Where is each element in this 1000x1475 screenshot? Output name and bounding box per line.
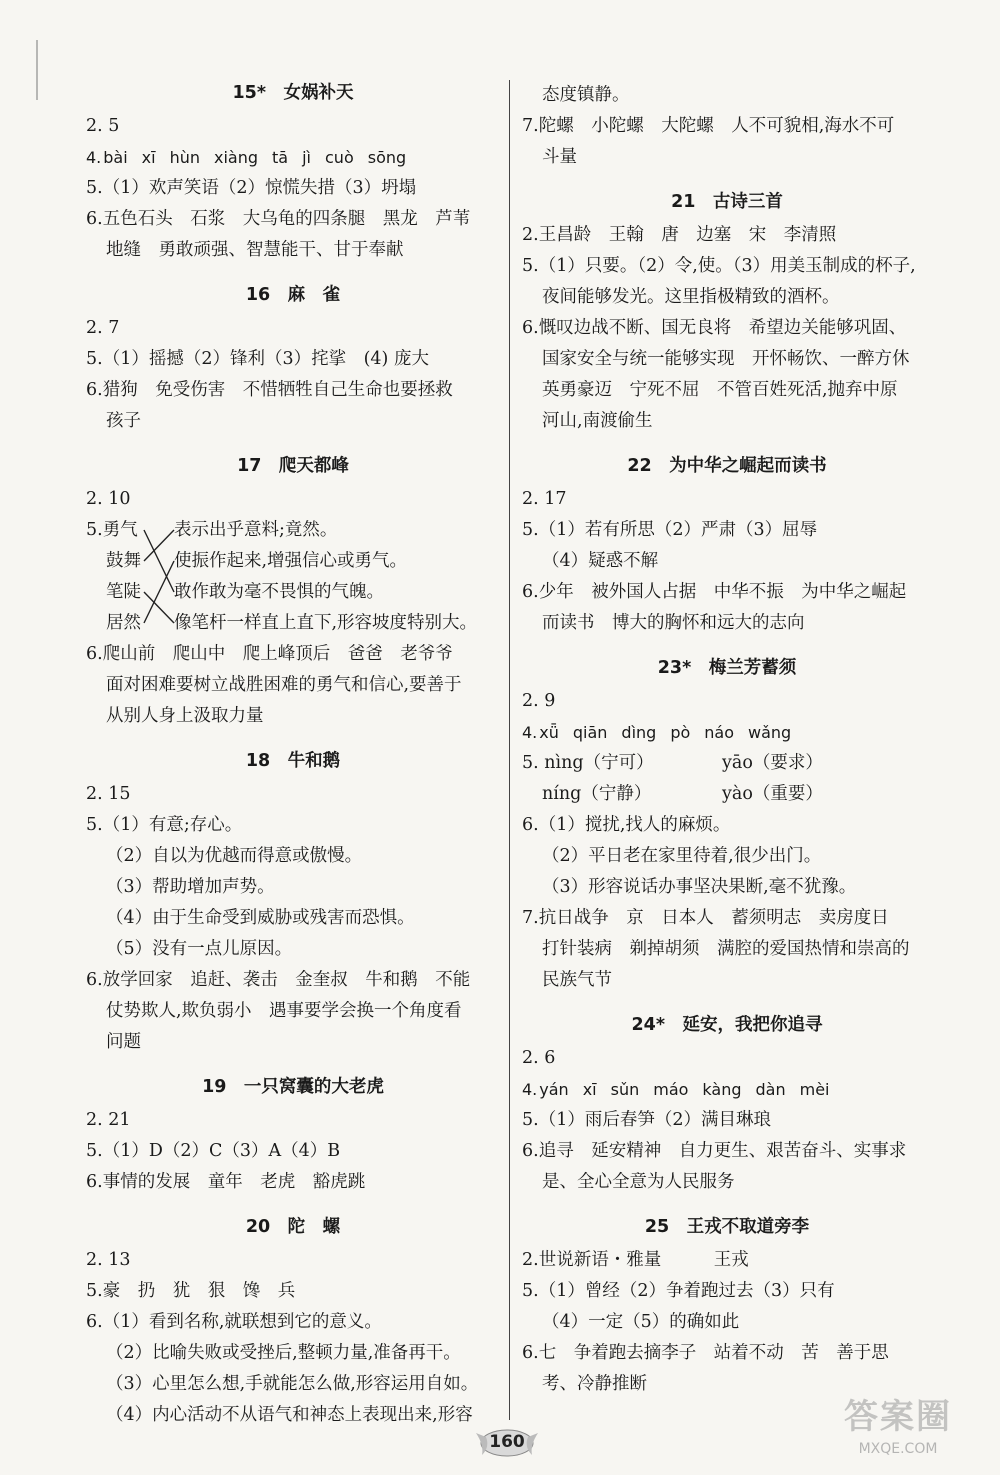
lesson-18-answer-5-item: （5）没有一点儿原因。 — [106, 939, 293, 959]
matching-lines — [142, 515, 178, 639]
lesson-16-title: 16 麻 雀 — [245, 285, 341, 305]
match-meaning: 使振作起来,增强信心或勇气。 — [174, 551, 408, 571]
match-meaning: 表示出乎意料;竟然。 — [174, 520, 338, 540]
lesson-23-answer-6-item: （3）形容说话办事坚决果断,毫不犹豫。 — [542, 877, 857, 897]
watermark-text: 答案圈 — [844, 1397, 952, 1437]
lesson-25-answer-5-cont: （4）一定（5）的确如此 — [542, 1312, 740, 1332]
match-line — [144, 530, 174, 592]
pinyin-choice: 5. nìng（宁可） — [522, 753, 654, 773]
lesson-15-title: 15* 女娲补天 — [232, 83, 354, 103]
watermark-logo — [818, 1395, 978, 1465]
lesson-25-answer-6: 6.七 争着跑去摘李子 站着不动 苦 善于思 — [522, 1343, 889, 1363]
lesson-22-answer-5-cont: （4）疑惑不解 — [542, 551, 659, 571]
pinyin: cuò — [325, 148, 354, 167]
lesson-19-title: 19 一只窝囊的大老虎 — [202, 1077, 384, 1097]
lesson-18-answer-5-item: （4）由于生命受到威胁或残害而恐惧。 — [106, 908, 415, 928]
lesson-19-answer-6: 6.事情的发展 童年 老虎 豁虎跳 — [86, 1172, 366, 1192]
lesson-18-answer-2: 2. 15 — [86, 784, 131, 804]
pinyin: pò — [670, 723, 691, 742]
lesson-21-title: 21 古诗三首 — [671, 192, 783, 212]
pinyin: máo — [653, 1080, 689, 1099]
lesson-21-answer-6-cont: 英勇豪迈 宁死不屈 不管百姓死活,抛弃中原 — [542, 380, 898, 400]
match-line — [144, 530, 174, 561]
lesson-18-title: 18 牛和鹅 — [245, 751, 341, 771]
lesson-23-answer-5-cont — [522, 779, 932, 810]
lesson-25-answer-2: 2.世说新语・雅量 王戎 — [522, 1250, 749, 1270]
match-word: 居然 — [106, 613, 141, 633]
lesson-23-answer-7-cont: 民族气节 — [542, 970, 612, 990]
lesson-23-answer-5 — [522, 748, 932, 779]
lesson-17-answer-6-cont: 从别人身上汲取力量 — [106, 706, 264, 726]
lesson-20-answer-6-item: （2）比喻失败或受挫后,整顿力量,准备再干。 — [106, 1343, 461, 1363]
lesson-17-title: 17 爬天都峰 — [237, 456, 349, 476]
match-word: 5.勇气 — [86, 520, 138, 540]
lesson-21-answer-6-cont: 河山,南渡偷生 — [542, 411, 653, 431]
lesson-22-answer-2: 2. 17 — [522, 489, 567, 509]
pinyin: sōng — [367, 148, 407, 167]
lesson-22-title: 22 为中华之崛起而读书 — [627, 456, 827, 476]
lesson-20-answer-6-item: （3）心里怎么想,手就能怎么做,形容运用自如。 — [106, 1374, 479, 1394]
lesson-17-matching — [86, 515, 500, 639]
match-meaning: 敢作敢为毫不畏惧的气魄。 — [174, 582, 384, 602]
match-word: 笔陡 — [106, 582, 141, 602]
match-line — [144, 561, 174, 623]
lesson-17-answer-6-cont: 面对困难要树立战胜困难的勇气和信心,要善于 — [106, 675, 462, 695]
pinyin: jì — [302, 148, 311, 167]
lesson-24-answer-5: 5.（1）雨后春笋（2）满目琳琅 — [522, 1110, 771, 1130]
lesson-18-answer-5-item: （2）自以为优越而得意或傲慢。 — [106, 846, 363, 866]
lesson-15-answer-6-cont: 地缝 勇敢顽强、智慧能干、甘于奉献 — [106, 240, 404, 260]
pinyin-choice: yāo（要求） — [722, 753, 823, 773]
lesson-20-answer-6-item: （4）内心活动不从语气和神态上表现出来,形容 — [106, 1405, 473, 1425]
scan-edge-mark — [36, 40, 38, 100]
lesson-24-answer-6: 6.追寻 延安精神 自力更生、艰苦奋斗、实事求 — [522, 1141, 907, 1161]
pinyin: náo — [704, 723, 735, 742]
lesson-20-answer-7: 7.陀螺 小陀螺 大陀螺 人不可貌相,海水不可 — [522, 116, 895, 136]
pinyin: dàn — [755, 1080, 786, 1099]
lesson-16-answer-6: 6.猎狗 免受伤害 不惜牺牲自己生命也要拯救 — [86, 380, 453, 400]
pinyin: yán — [539, 1080, 569, 1099]
pinyin: xǖ — [539, 723, 559, 742]
right-column — [522, 0, 932, 1400]
left-column — [86, 0, 500, 1431]
pinyin: tā — [272, 148, 289, 167]
lesson-25-title: 25 王戎不取道旁李 — [644, 1217, 810, 1237]
lesson-18-answer-5: 5.（1）有意;存心。 — [86, 815, 243, 835]
lesson-16-answer-5: 5.（1）摇撼（2）锋利（3）挓挲 (4) 庞大 — [86, 349, 429, 369]
lesson-24-answer-2: 2. 6 — [522, 1048, 556, 1068]
lesson-22-answer-5: 5.（1）若有所思（2）严肃（3）屈辱 — [522, 520, 818, 540]
lesson-21-answer-2: 2.王昌龄 王翰 唐 边塞 宋 李清照 — [522, 225, 837, 245]
lesson-15-answer-4 — [86, 142, 500, 173]
lesson-23-answer-7: 7.抗日战争 京 日本人 蓄须明志 卖房度日 — [522, 908, 889, 928]
lesson-21-answer-6-cont: 国家安全与统一能够实现 开怀畅饮、一醉方休 — [542, 349, 910, 369]
lesson-20-answer-6-end: 态度镇静。 — [542, 85, 630, 105]
pinyin: qiān — [572, 723, 608, 742]
pinyin: xī — [141, 148, 156, 167]
lesson-16-answer-2: 2. 7 — [86, 318, 120, 338]
lesson-18-answer-6-cont: 问题 — [106, 1032, 141, 1052]
lesson-21-answer-6: 6.慨叹边战不断、国无良将 希望边关能够巩固、 — [522, 318, 907, 338]
lesson-18-answer-6: 6.放学回家 追赶、袭击 金奎叔 牛和鹅 不能 — [86, 970, 471, 990]
pinyin-choice: yào（重要） — [722, 784, 823, 804]
match-line — [144, 592, 174, 623]
pinyin-choice: níng（宁静） — [542, 784, 652, 804]
lesson-23-title: 23* 梅兰芳蓄须 — [657, 658, 797, 678]
lesson-17-answer-2: 2. 10 — [86, 489, 131, 509]
lesson-24-title: 24* 延安，我把你追寻 — [631, 1015, 823, 1035]
lesson-16-answer-6-cont: 孩子 — [106, 411, 141, 431]
lesson-20-answer-6: 6.（1）看到名称,就联想到它的意义。 — [86, 1312, 382, 1332]
match-meaning: 像笔杆一样直上直下,形容坡度特别大。 — [174, 613, 478, 633]
lesson-21-answer-5-cont: 夜间能够发光。这里指极精致的酒杯。 — [542, 287, 840, 307]
lesson-25-answer-5: 5.（1）曾经（2）争着跑过去（3）只有 — [522, 1281, 835, 1301]
pinyin: mèi — [799, 1080, 830, 1099]
match-word: 鼓舞 — [106, 551, 141, 571]
page-number: 160 — [489, 1432, 525, 1452]
pinyin: dìng — [621, 723, 657, 742]
lesson-20-answer-5: 5.豪 扔 犹 狠 馋 兵 — [86, 1281, 296, 1301]
lesson-19-answer-2: 2. 21 — [86, 1110, 131, 1130]
pinyin: xī — [582, 1080, 597, 1099]
lesson-21-answer-5: 5.（1）只要。（2）令,使。（3）用美玉制成的杯子, — [522, 256, 916, 276]
lesson-23-answer-6: 6.（1）搅扰,找人的麻烦。 — [522, 815, 731, 835]
lesson-20-title: 20 陀 螺 — [245, 1217, 341, 1237]
lesson-18-answer-6-cont: 仗势欺人,欺负弱小 遇事要学会换一个角度看 — [106, 1001, 462, 1021]
pinyin: hùn — [169, 148, 201, 167]
pinyin-prefix: 4. — [522, 1080, 538, 1099]
pinyin: kàng — [702, 1080, 742, 1099]
lesson-23-answer-6-item: （2）平日老在家里待着,很少出门。 — [542, 846, 822, 866]
lesson-18-answer-5-item: （3）帮助增加声势。 — [106, 877, 275, 897]
page-footer — [470, 1425, 544, 1459]
pinyin: bài — [103, 148, 128, 167]
lesson-22-answer-6-cont: 而读书 博大的胸怀和远大的志向 — [542, 613, 805, 633]
lesson-23-answer-2: 2. 9 — [522, 691, 556, 711]
lesson-17-answer-6: 6.爬山前 爬山中 爬上峰顶后 爸爸 老爷爷 — [86, 644, 453, 664]
watermark-url: MXQE.COM — [858, 1441, 938, 1457]
lesson-24-answer-6-cont: 是、全心全意为人民服务 — [542, 1172, 735, 1192]
lesson-20-answer-7-cont: 斗量 — [542, 147, 577, 167]
lesson-20-answer-2: 2. 13 — [86, 1250, 131, 1270]
lesson-19-answer-5: 5.（1）D（2）C（3）A（4）B — [86, 1141, 341, 1161]
pinyin-prefix: 4. — [86, 148, 102, 167]
lesson-23-answer-4 — [522, 717, 932, 748]
pinyin: sǔn — [610, 1080, 640, 1099]
lesson-24-answer-4 — [522, 1074, 932, 1105]
column-divider — [509, 80, 510, 1420]
lesson-25-answer-6-cont: 考、冷静推断 — [542, 1374, 647, 1394]
lesson-15-answer-5: 5.（1）欢声笑语（2）惊慌失措（3）坍塌 — [86, 178, 417, 198]
lesson-22-answer-6: 6.少年 被外国人占据 中华不振 为中华之崛起 — [522, 582, 907, 602]
pinyin-prefix: 4. — [522, 723, 538, 742]
pinyin: wǎng — [748, 723, 792, 742]
lesson-15-answer-6: 6.五色石头 石浆 大乌龟的四条腿 黑龙 芦苇 — [86, 209, 471, 229]
matching-meanings — [174, 515, 477, 639]
lesson-15-answer-2: 2. 5 — [86, 116, 120, 136]
lesson-23-answer-7-cont: 打针装病 剃掉胡须 满腔的爱国热情和崇高的 — [542, 939, 910, 959]
pinyin: xiàng — [214, 148, 259, 167]
